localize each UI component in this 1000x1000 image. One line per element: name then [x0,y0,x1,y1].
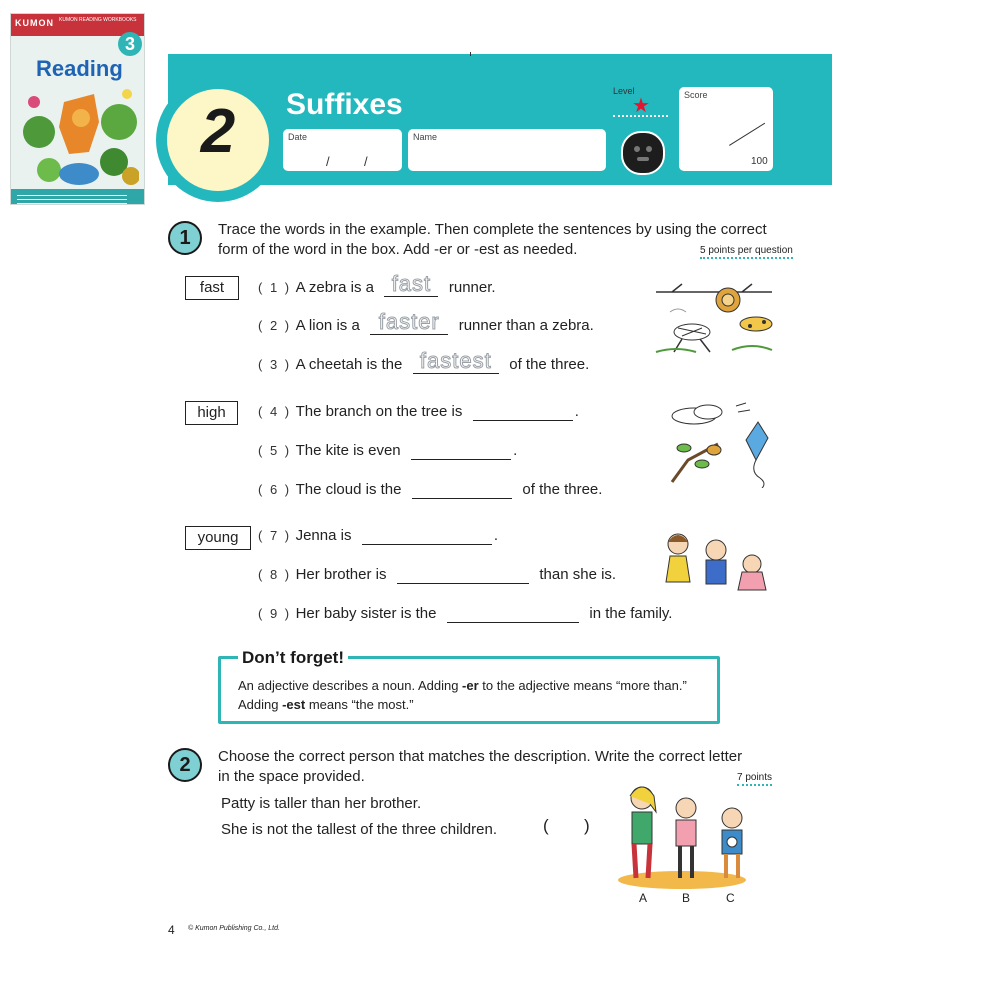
page-title: Suffixes [286,88,403,121]
question-before: A cheetah is the [295,356,403,373]
name-label: Name [413,132,438,142]
section1-instruction-line2: form of the word in the box. Add -er or -est as needed. [218,241,578,258]
question-row [258,604,672,623]
score-max: 100 [751,156,768,167]
level-label: Level [613,86,635,96]
word-box: fast [185,276,239,300]
question-number: ( 9 ) [258,606,292,621]
answer-paren-open: ( [543,816,549,835]
question-before: A lion is a [295,317,360,334]
section-number: 1 [168,221,202,255]
page-number: 4 [168,923,175,937]
cover-illustration [19,82,139,188]
animals-illustration [652,282,776,360]
cover-title: Reading [36,56,123,81]
score-label: Score [684,90,708,100]
question-row [258,271,496,297]
question-number: ( 4 ) [258,404,292,419]
question-after: . [574,403,579,420]
cover-grade: 3 [118,32,142,56]
question-row [258,348,590,374]
question-number: ( 3 ) [258,357,292,372]
question-row [258,441,517,460]
answer-blank[interactable] [412,480,512,499]
question-before: A zebra is a [295,279,374,296]
answer-blank[interactable] [397,565,529,584]
question-after: runner. [448,279,496,296]
answer-blank[interactable] [411,441,511,460]
question-before: The kite is even [295,442,401,459]
question-number: ( 8 ) [258,567,292,582]
cover-blurb [17,195,127,196]
dont-forget-line1 [238,678,687,693]
suffix-er: -er [462,678,479,693]
kite-illustration [668,402,774,488]
text: to the adjective means “more than.” [478,678,687,693]
text: Adding [238,697,283,712]
question-number: ( 2 ) [258,318,292,333]
person-label-b: B [682,891,691,905]
question-before: The branch on the tree is [295,403,463,420]
question-row [258,309,594,335]
question-after: than she is. [539,566,617,583]
section1-instruction-line1: Trace the words in the example. Then complete the sentences by using the correct [218,221,767,238]
answer-blank[interactable] [370,309,448,335]
children-illustration [662,530,774,594]
cover-bottom-band [11,189,144,204]
lesson-number: 2 [200,97,236,166]
section2-instruction-line2: in the space provided. [218,768,365,785]
question-after: of the three. [522,481,603,498]
date-separator: / [364,154,368,169]
star-icon: ★ [632,95,650,117]
points-label: 7 points [737,772,772,786]
question-number: ( 7 ) [258,528,292,543]
question-after: . [493,527,499,544]
points-label: 5 points per question [700,245,793,259]
face-icon [621,131,665,175]
answer-blank[interactable] [384,271,438,297]
dont-forget-line2 [238,697,414,712]
question-before: The cloud is the [295,481,402,498]
cover-brand: KUMON [15,18,54,28]
answer-blank[interactable] [413,348,499,374]
question-after: . [513,442,518,459]
date-separator: / [326,154,330,169]
cover-series: KUMON READING WORKBOOKS [59,17,137,23]
answer-blank[interactable] [447,604,579,623]
question-row [258,565,616,584]
word-box: high [185,401,238,425]
person-label-a: A [639,891,648,905]
crop-mark [470,52,471,56]
three-children-illustration [614,782,754,890]
question-row [258,526,498,545]
description-line2: She is not the tallest of the three children. [221,821,497,838]
answer-blank[interactable] [362,526,492,545]
question-number: ( 1 ) [258,280,292,295]
book-cover [10,13,145,205]
date-label: Date [288,132,308,142]
date-field[interactable] [283,129,402,171]
suffix-est: -est [282,697,306,712]
trace-word: fastest [419,348,492,373]
question-after: of the three. [509,356,590,373]
section-number: 2 [168,748,202,782]
name-field[interactable] [408,129,606,171]
description-line1: Patty is taller than her brother. [221,795,422,812]
answer-space[interactable] [552,814,582,840]
question-number: ( 6 ) [258,482,292,497]
answer-paren-close: ) [584,816,590,835]
question-before: Her brother is [295,566,387,583]
question-before: Jenna is [295,527,352,544]
text: means “the most.” [305,697,414,712]
question-row [258,480,602,499]
question-row [258,402,579,421]
copyright: © Kumon Publishing Co., Ltd. [188,925,280,932]
trace-word: fast [391,271,432,296]
question-number: ( 5 ) [258,443,292,458]
person-label-c: C [726,891,735,905]
dont-forget-title: Don’t forget! [238,648,348,668]
level-divider [613,115,668,117]
question-before: Her baby sister is the [295,605,437,622]
word-box: young [185,526,251,550]
question-after: in the family. [589,605,673,622]
text: An adjective describes a noun. Adding [238,678,463,693]
section2-instruction-line1: Choose the correct person that matches the description. Write the correct letter [218,748,743,765]
trace-word: faster [378,309,440,334]
question-after: runner than a zebra. [458,317,594,334]
answer-blank[interactable] [473,402,573,421]
